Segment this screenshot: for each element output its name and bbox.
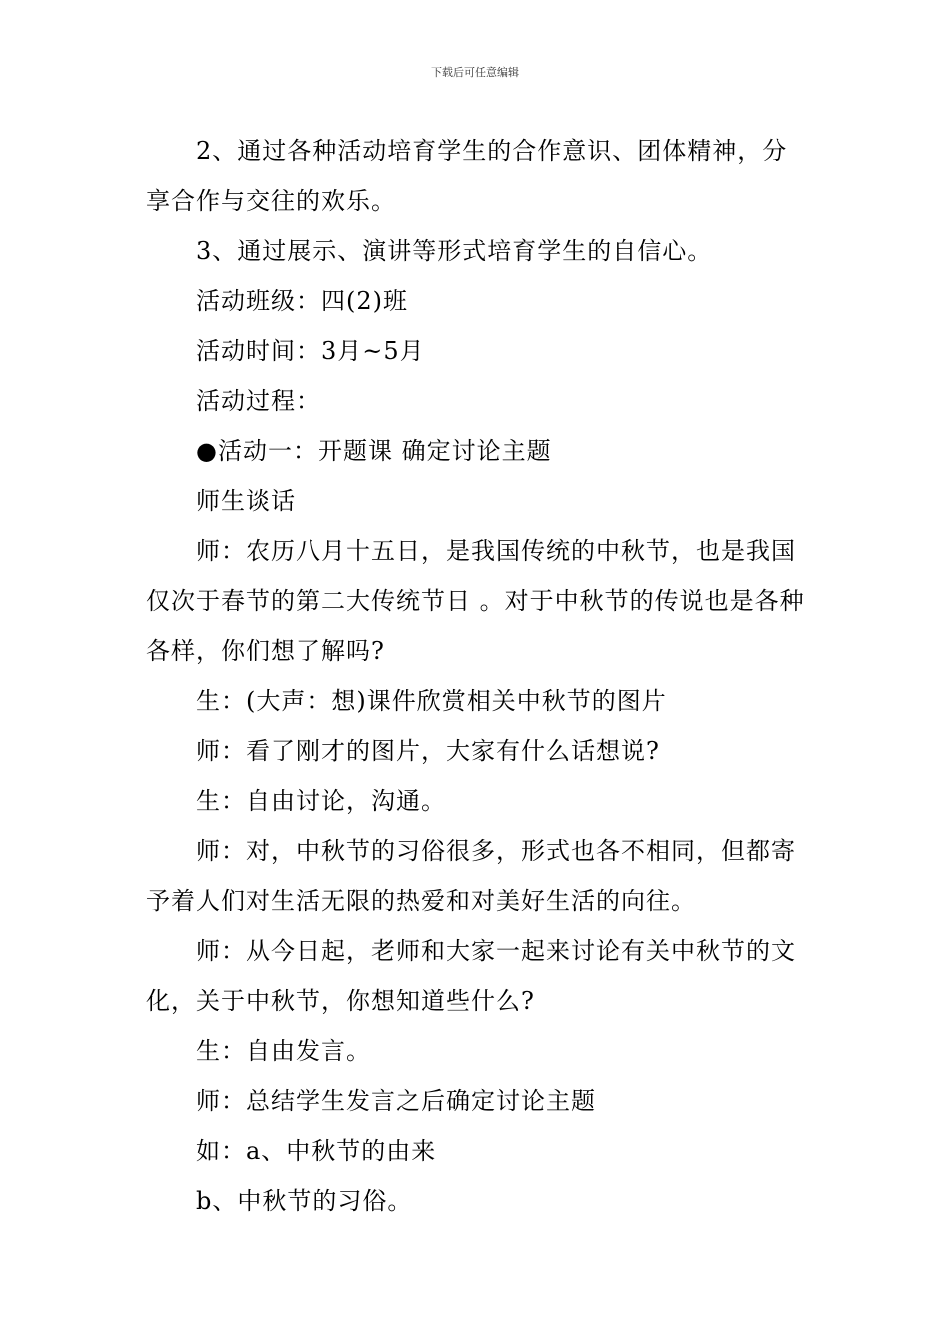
paragraph: b、中秋节的习俗。 xyxy=(196,1187,413,1215)
page-header: 下载后可任意编辑 xyxy=(431,66,519,79)
paragraph: 活动班级：四(2)班 xyxy=(196,287,408,315)
paragraph: 3、通过展示、演讲等形式培育学生的自信心。 xyxy=(196,237,713,265)
paragraph: 师：对，中秋节的习俗很多，形式也各不相同，但都寄予着人们对生活无限的热爱和对美好生活的向往。 xyxy=(146,837,796,915)
paragraph: 师：从今日起，老师和大家一起来讨论有关中秋节的文化，关于中秋节，你想知道些什么? xyxy=(146,937,796,1015)
document-body xyxy=(146,126,806,1226)
paragraph: 活动过程： xyxy=(196,387,321,415)
paragraph: 生：(大声：想)课件欣赏相关中秋节的图片 xyxy=(196,687,667,715)
paragraph: 如：a、中秋节的由来 xyxy=(196,1137,437,1165)
paragraph: 师：农历八月十五日，是我国传统的中秋节，也是我国仅次于春节的第二大传统节日 。对于中秋节的传说也是各种各样，你们想了解吗? xyxy=(146,537,805,665)
paragraph: 活动时间：3月~5月 xyxy=(196,337,425,365)
paragraph: 师生谈话 xyxy=(196,487,296,515)
paragraph: 师：看了刚才的图片，大家有什么话想说? xyxy=(196,737,660,765)
paragraph: 2、通过各种活动培育学生的合作意识、团体精神，分享合作与交往的欢乐。 xyxy=(146,137,788,215)
paragraph: 生：自由讨论，沟通。 xyxy=(196,787,446,815)
section-heading: ●活动一：开题课 确定讨论主题 xyxy=(196,437,552,465)
paragraph: 师：总结学生发言之后确定讨论主题 xyxy=(196,1087,596,1115)
paragraph: 生：自由发言。 xyxy=(196,1037,371,1065)
